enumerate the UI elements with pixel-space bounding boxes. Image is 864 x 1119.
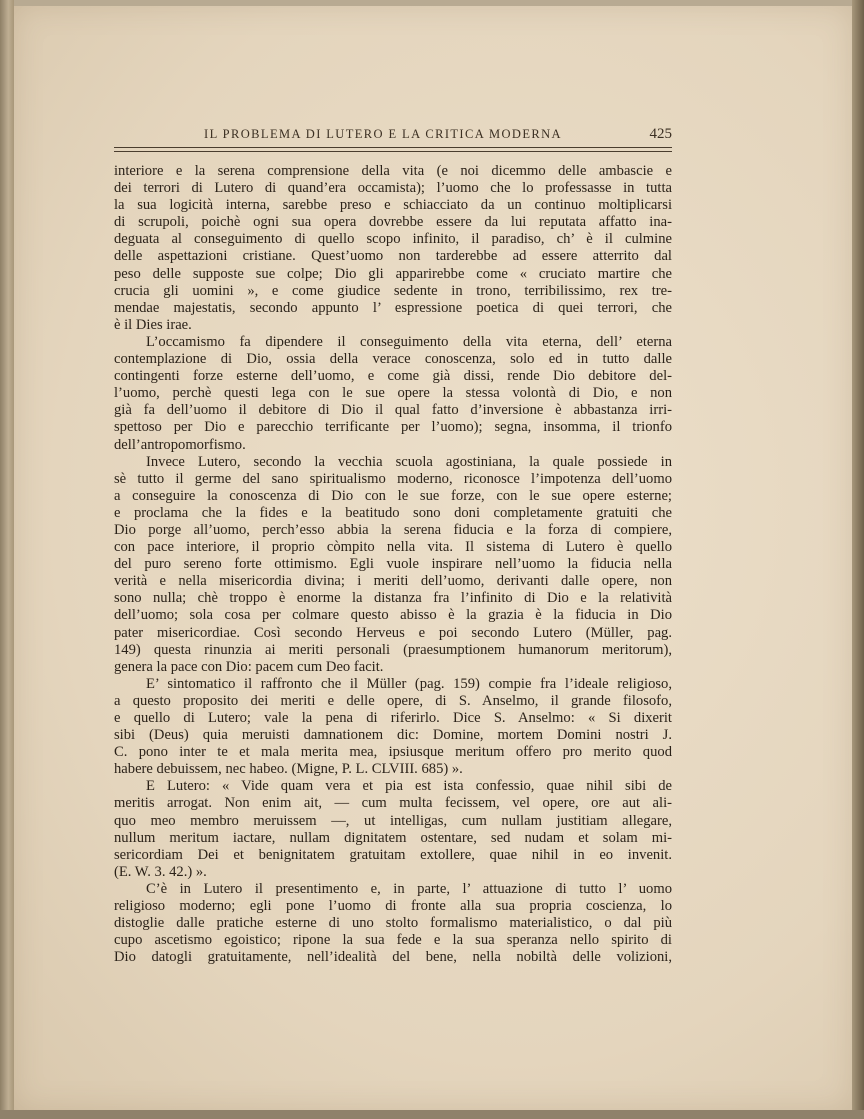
text-line: C’è in Lutero il presentimento e, in parte, l’ attuazione di tutto l’ uomo: [146, 880, 672, 897]
text-line: Dio datogli gratuitamente, nell’idealità del bene, nella nobiltà delle volizioni,: [114, 949, 672, 966]
bottom-page-edge: [0, 1110, 864, 1119]
text-line: dei terrori di Lutero di quand’era occamista); l’uomo che lo professasse in tutta: [114, 180, 672, 197]
text-line: Invece Lutero, secondo la vecchia scuola agostiniana, la quale possiede in: [146, 453, 672, 470]
text-line: peso delle supposte sue colpe; Dio gli apparirebbe come « cruciato martire che: [114, 265, 672, 282]
text-line: L’occamismo fa dipendere il conseguimento della vita eterna, dell’ eterna: [146, 333, 672, 350]
text-line: interiore e la serena comprensione della vita (e noi dicemmo delle ambascie e: [114, 163, 672, 179]
text-line: sericordiam Dei et benignitatem gratuitam extollere, quae nihil in eo invenit.: [114, 846, 672, 863]
text-line: Dio porge all’uomo, perch’esso abbia la serena fiducia e la forza di compiere,: [114, 521, 672, 538]
text-line: sono nulla; chè troppo è enorme la distanza fra l’infinito di Dio e la relatività: [114, 590, 672, 607]
header-rule-top: [114, 147, 672, 148]
text-line: pater misericordiae. Così secondo Herveus e poi secondo Lutero (Müller, pag.: [114, 624, 672, 641]
text-line: la sua logicità interna, sarebbe preso e schiacciato da un continuo moltiplicarsi: [114, 197, 672, 214]
text-line: habere debuissem, nec habeo. (Migne, P. L. CLVIII. 685) ».: [114, 761, 463, 778]
text-line: mendae majestatis, secondo appunto l’ espressione poetica di quei terrori, che: [114, 299, 672, 316]
text-line: deguata al conseguimento di quello scopo infinito, il paradiso, ch’ è il culmine: [114, 231, 672, 248]
text-line: dell’antropomorfismo.: [114, 436, 246, 453]
body-text: [114, 163, 672, 966]
text-line: E Lutero: « Vide quam vera et pia est ista confessio, quae nihil sibi de: [146, 778, 672, 795]
text-line: crucia gli uomini », e come giudice sedente in trono, terribilissimo, rex tre-: [114, 282, 672, 299]
text-line: 149) questa rinunzia ai meriti personali (praesumptionem humanorum meritorum),: [114, 641, 672, 658]
page-number: 425: [649, 126, 672, 142]
text-line: nullum meritum iactare, nullam dignitatem ostentare, sed nudam et solam mi-: [114, 829, 672, 846]
text-line: quo meo membro meruissem —, ut intelligas, cum nullam justitiam allegare,: [114, 812, 672, 829]
right-page-edge: [852, 0, 864, 1119]
text-line: sibi (Deus) quia meruisti damnationem dic: Domine, mortem Domini nostri J.: [114, 727, 672, 744]
text-line: del puro sereno forte ottimismo. Egli vuole inspirare nell’uomo la fiducia nella: [114, 556, 672, 573]
left-page-edge: [0, 0, 14, 1119]
text-line: delle aspettazioni cristiane. Quest’uomo non tarderebbe ad essere atterrito dal: [114, 248, 672, 265]
text-line: genera la pace con Dio: pacem cum Deo facit.: [114, 658, 384, 675]
text-line: verità e nella misericordia divina; i meriti dell’uomo, derivanti dalle opere, non: [114, 573, 672, 590]
text-line: spettoso per Dio e parecchio terrificante per l’uomo); segna, insomma, il trionfo: [114, 419, 672, 436]
text-line: è il Dies irae.: [114, 316, 192, 333]
text-line: già fa dell’uomo il debitore di Dio il qual fatto d’inversione è abbastanza irri-: [114, 402, 672, 419]
text-line: di scrupoli, poichè ogni sua opera dovrebbe essere da lui reputata affatto ina-: [114, 214, 672, 231]
text-line: contemplazione di Dio, ossia della verace conoscenza, solo ed in tutto dalle: [114, 351, 672, 368]
text-line: E’ sintomatico il raffronto che il Müller (pag. 159) compie fra l’ideale religioso,: [146, 675, 672, 692]
text-line: cupo ascetismo egoistico; ripone la sua fede e la sua speranza nello spirito di: [114, 932, 672, 949]
text-line: (E. W. 3. 42.) ».: [114, 863, 207, 880]
text-line: contingenti forze esterne dell’uomo, e come già dissi, rende Dio debitore del-: [114, 368, 672, 385]
header-rule-bottom: [114, 151, 672, 152]
text-line: dell’uomo; sola cosa per colmare questo abisso è la grazia è la fiducia in Dio: [114, 607, 672, 624]
text-line: e quello di Lutero; vale la pena di riferirlo. Dice S. Anselmo: « Si dixerit: [114, 710, 672, 726]
text-line: religioso moderno; egli pone l’uomo di fronte alla sua propria coscienza, lo: [114, 898, 672, 915]
text-line: a conseguire la conoscenza di Dio con le sue forze, con le sue opere esterne;: [114, 487, 672, 504]
text-line: e proclama che la fides e la beatitudo sono doni completamente gratuiti che: [114, 504, 672, 521]
running-title: IL PROBLEMA DI LUTERO E LA CRITICA MODERNA: [204, 127, 562, 141]
text-line: distoglie dalle pratiche esterne di uno stolto formalismo materialistico, o dal più: [114, 915, 672, 932]
text-line: con pace interiore, il proprio còmpito nella vita. Il sistema di Lutero è quello: [114, 539, 672, 556]
text-line: sè tutto il germe del sano spiritualismo moderno, riconosce l’impotenza dell’uomo: [114, 470, 672, 487]
text-line: a questo proposito dei meriti e delle opere, di S. Anselmo, il grande filosofo,: [114, 692, 672, 709]
text-line: meritis arrogat. Non enim ait, — cum multa fecissem, vel opere, ore aut ali-: [114, 795, 672, 812]
text-line: l’uomo, perchè questi lega con le sue opere la stessa volontà di Dio, e non: [114, 385, 672, 402]
text-line: C. pono inter te et mala merita mea, ipsiusque meritum offero pro merito quod: [114, 744, 672, 761]
